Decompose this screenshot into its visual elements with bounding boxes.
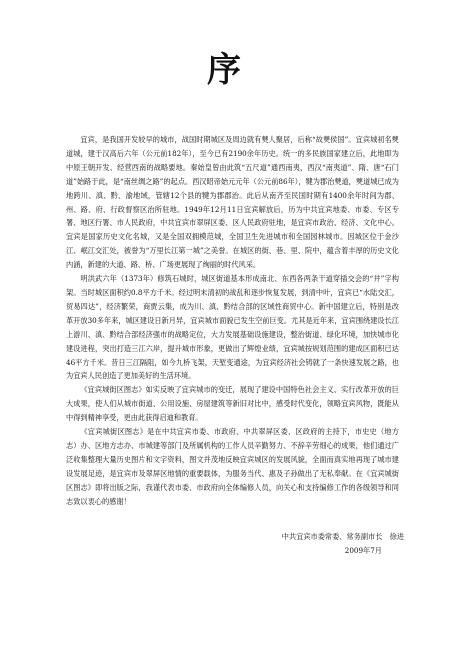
signature-date: 2009年7月: [344, 546, 382, 555]
paragraph: 宜宾，是我国开发较早的城市，战国时期城区及周边就有僰人聚居，后称“故僰侯国”。宜宾城初名僰道城，建于汉高后六年（公元前182年），至今已有2190余年历史。统一的多民族国家建立后，此地即为中原王朝开发、经营西南的战略要地。秦始皇曾由此筑“五尺道”通西南夷，西汉“南夷道”、隋、唐“石门道”始路于此，是“南丝绸之路”的起点。西汉昭帝始元元年（公元前86年），犍为郡治僰道，僰道城已成为地跨川、滇、黔、渝地域，管辖12个县的犍为郡郡治。此后从南齐至民国时期有1400余年时间为郡、州、路、府、行政督察区治所驻地。1949年12月11日宜宾解放后，历为中共宜宾地委、市委、专区专署、地区行署、市人民政府，中共宜宾市翠屏区委、区人民政府驻地，是宜宾市政治、经济、文化中心。宜宾是国家历史文化名城，又是全国双拥模范城，全国卫生先进城市和全国园林城市。因城区位于金沙江、岷江交汇处，被誉为“万里长江第一城”之美誉。在城区的街、巷、里、院中，蕴含着丰厚的历史文化内涵，新建的大道、路、桥、广场更展现了绚丽的时代风采。: [66, 135, 399, 270]
page-title: 序: [207, 50, 243, 90]
signature-block: [144, 530, 404, 558]
signature-author: 中共宜宾市委常委、常务副市长 徐进: [281, 532, 404, 541]
preface-body: [66, 133, 399, 508]
paragraph: 明洪武六年（1373年）修筑石城时，城区街道基本形成南北、东西各两条干道穿插交会的“井”字构架。当时城区面积约0.8平方千米。经过明末清初的战乱和逐步恢复发展，到清中叶，宜宾已“水陆交汇，贸易四达”，经济繁荣，商贾云集，成为川、滇、黔结合部的区域性商贸中心。新中国建立后，特别是改革开放30多年来，城区建设日新月异，宜宾城市面貌已发生空前巨变。尤其是近年来，宜宾围绕建设长江上游川、滇、黔结合部经济强市的战略定位，大力发展基础设施建设，整治街道、绿化环境，加快城市化建设进程，突出打造三江六岸，提升城市形象，更做出了辉煌业绩，宜宾城按规划范围的建成区面积已达46平方千米。昔日三江隔阻，如今九桥飞架，天堑变通途，为宜宾经济社会铸就了一条快速发展之路，也为宜宾人民创造了更加美好的生活环境。: [66, 274, 399, 381]
paragraph: 《宜宾城街区图志》是在中共宜宾市委、市政府、中共翠屏区委、区政府的主持下，市史史（地方志）办、区地方志办、市城建等部门及所属机构的工作人员辛勤努力、不辞辛劳细心的成果，他们通过广泛收集整理大量历史图片和文字资料，图文并茂地反映宜宾城区的发展风貌，全面而真实地再现了城市建设发展足迹，是宜宾市及翠屏区地情的重要载体，为服务当代、惠及子孙做出了无私奉献。在《宜宾城街区图志》即将出版之际，我谨代表市委、市政府向全体编修人员，向关心和支持编修工作的各级领导和同志致以衷心的感谢！: [66, 427, 399, 506]
paragraph: 《宜宾城街区图志》如实反映了宜宾城市的变迁，展现了建设中国特色社会主义、实行改革开放的巨大成果，使人们从城市街道、公用设施、房屋建筑等新旧对比中，感受时代变化，领略宜宾风物，既能从中得到精神享受，更由此获得启迪和教育。: [66, 385, 399, 423]
